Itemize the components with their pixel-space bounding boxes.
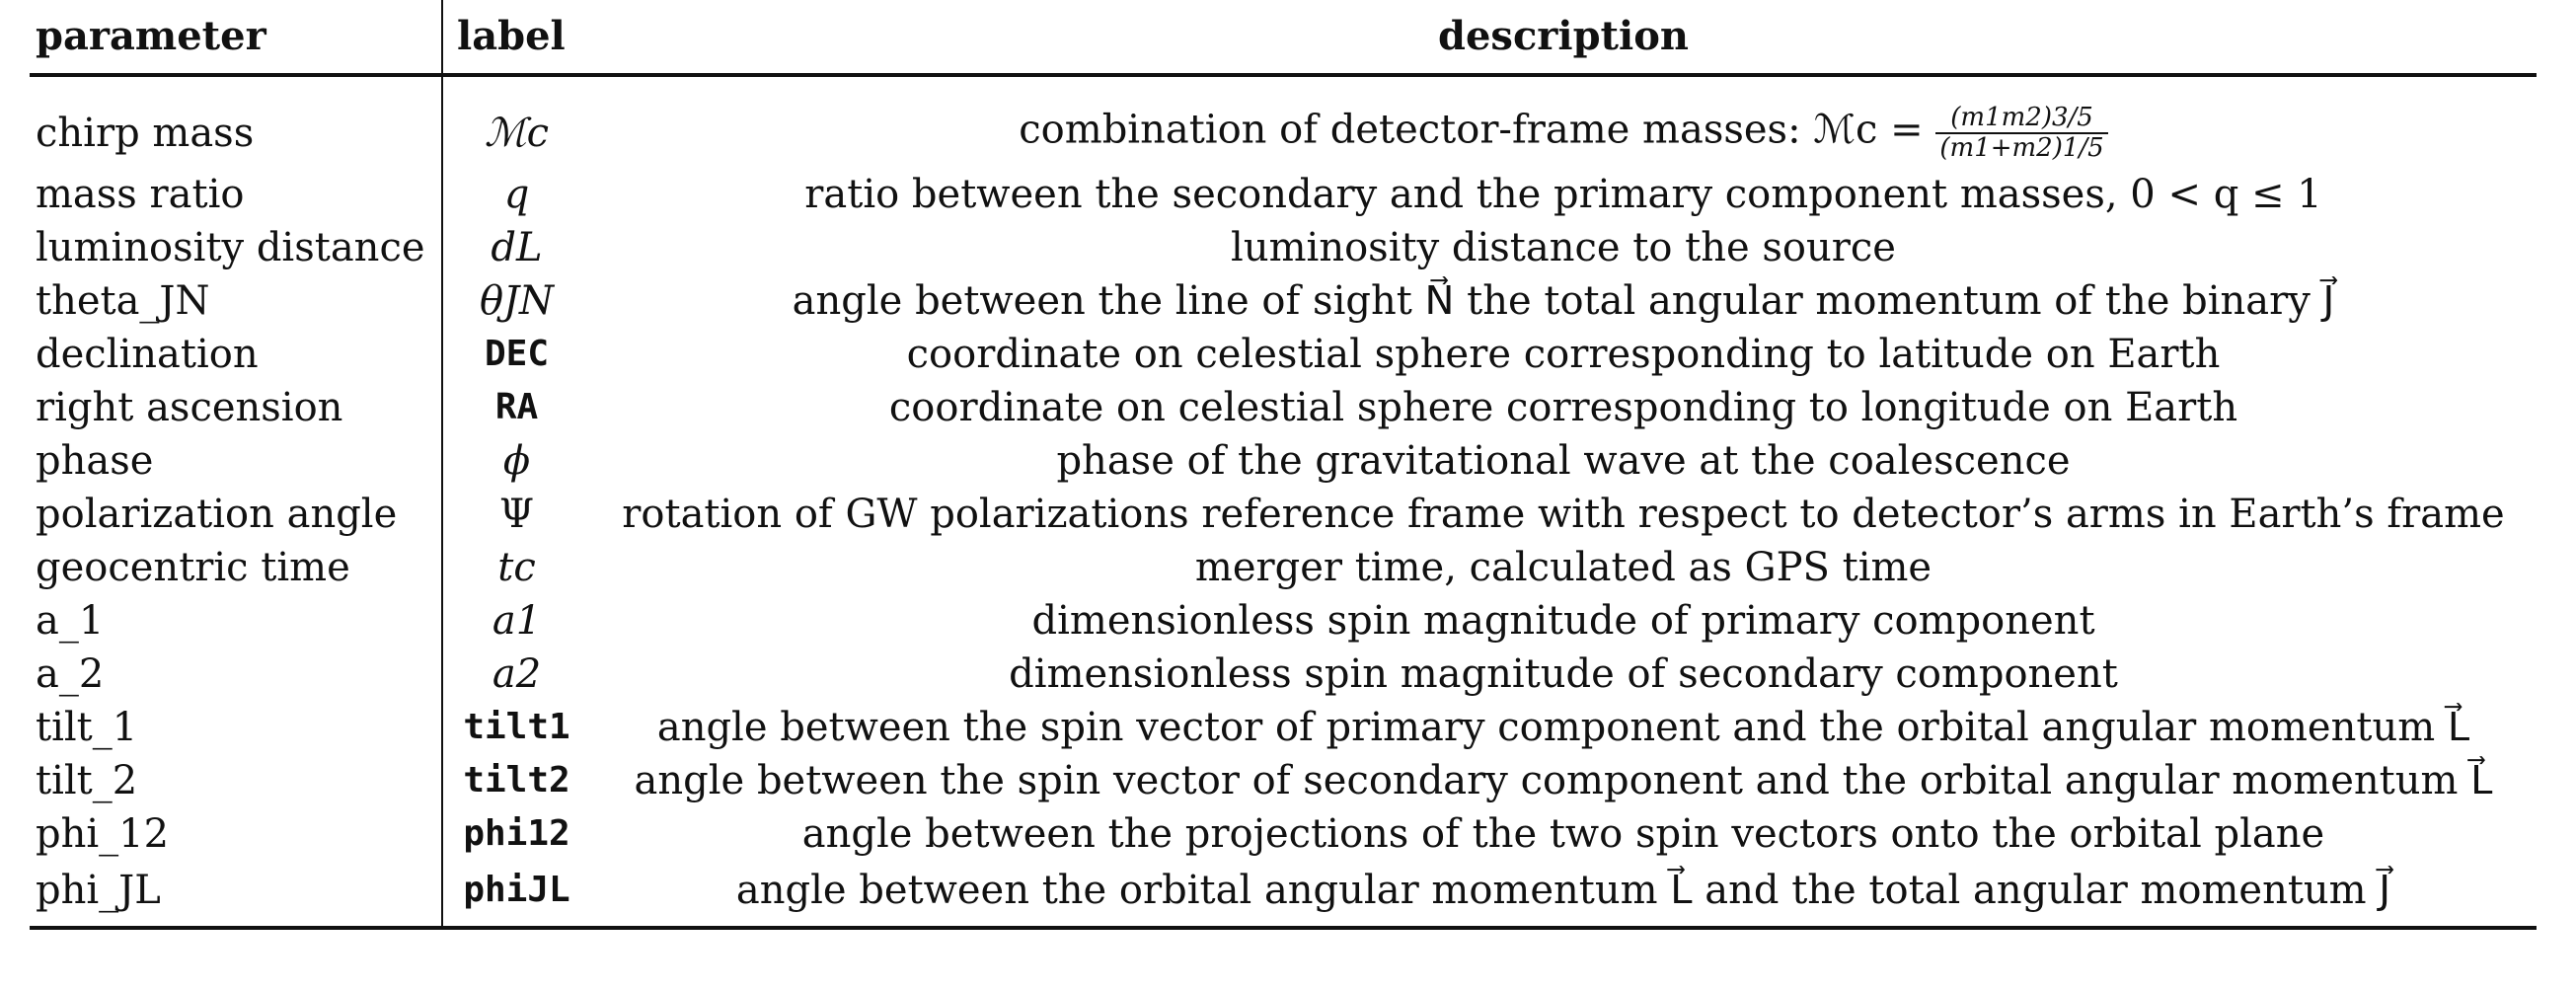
cell-parameter: a_2 [30,648,442,701]
cell-parameter: polarization angle [30,488,442,541]
cell-description: dimensionless spin magnitude of primary component [1031,598,2095,644]
cell-parameter: phi_JL [30,861,442,926]
cell-description: angle between the spin vector of primary component and the orbital angular momentum L⃗ [656,705,2470,750]
description-text: combination of detector-frame masses: ℳc = [1019,108,1936,153]
cell-label: a2 [492,651,542,697]
cell-description: merger time, calculated as GPS time [1194,545,1932,590]
cell-parameter: declination [30,328,442,381]
table-row [30,381,2537,434]
cell-parameter: chirp mass [30,75,442,168]
cell-parameter: phase [30,434,442,488]
cell-parameter: tilt_2 [30,754,442,807]
header-description: description [590,0,2537,75]
cell-description: ratio between the secondary and the primary component masses, 0 < q ≤ 1 [804,172,2322,217]
table-bottom-rule [30,926,2537,930]
cell-parameter: luminosity distance [30,221,442,274]
cell-description: coordinate on celestial sphere corresponding to longitude on Earth [888,385,2238,430]
cell-label: Ψ [498,492,535,537]
table-row [30,488,2537,541]
table-row [30,274,2537,328]
cell-description [590,75,2537,168]
cell-label: tilt2 [463,760,570,800]
cell-parameter: phi_12 [30,807,442,861]
table-row [30,861,2537,926]
cell-description: luminosity distance to the source [1231,225,1896,270]
table-row [30,594,2537,648]
cell-label: dL [491,225,543,270]
cell-description: rotation of GW polarizations reference frame with respect to detector’s arms in Earth’s frame [622,492,2505,537]
parameter-table [30,0,2537,926]
cell-parameter: geocentric time [30,541,442,594]
table-row [30,754,2537,807]
table-header-row [30,0,2537,75]
cell-description: dimensionless spin magnitude of secondary component [1009,651,2118,697]
fraction-numerator: (m1m2)3/5 [1935,104,2107,134]
chirp-mass-fraction [1935,104,2107,162]
cell-description: angle between the line of sight N⃗ the total angular momentum of the binary J⃗ [792,278,2335,324]
table-row [30,648,2537,701]
table-row [30,168,2537,221]
parameter-table-container [30,0,2537,930]
cell-label: RA [494,387,539,427]
table-row [30,221,2537,274]
header-parameter: parameter [30,0,442,75]
table-row [30,541,2537,594]
cell-description: phase of the gravitational wave at the coalescence [1056,438,2071,484]
cell-label: tc [497,545,536,590]
cell-label: DEC [484,334,550,374]
cell-description: angle between the orbital angular momentum L⃗ and the total angular momentum J⃗ [735,868,2391,913]
cell-label: phiJL [463,870,570,910]
table-row [30,434,2537,488]
header-label: label [442,0,590,75]
cell-parameter: theta_JN [30,274,442,328]
cell-parameter: tilt_1 [30,701,442,754]
cell-label: a1 [492,598,542,644]
cell-label: ℳc [484,111,550,156]
cell-description: coordinate on celestial sphere corresponding to latitude on Earth [906,332,2221,377]
fraction-denominator: (m1+m2)1/5 [1939,133,2104,163]
cell-description: angle between the projections of the two spin vectors onto the orbital plane [801,811,2325,857]
cell-label: phi12 [463,813,570,854]
table-row [30,328,2537,381]
cell-description: angle between the spin vector of secondary component and the orbital angular momentum L⃗ [634,758,2493,803]
table-row [30,701,2537,754]
cell-parameter: a_1 [30,594,442,648]
cell-parameter: mass ratio [30,168,442,221]
cell-label: θJN [479,278,555,324]
table-row [30,807,2537,861]
cell-label: ϕ [502,438,531,484]
cell-label: q [503,172,530,217]
cell-parameter: right ascension [30,381,442,434]
cell-label: tilt1 [463,707,570,747]
table-row [30,75,2537,168]
